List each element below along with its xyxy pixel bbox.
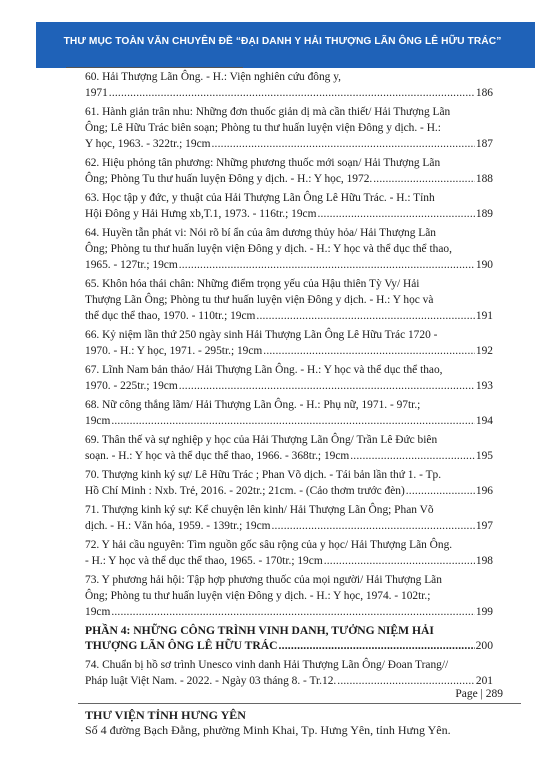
toc-list <box>85 69 493 692</box>
entry-text: Hội Đông y Hải Hưng xb,T.1, 1973. - 116tr.; 19cm <box>85 208 317 220</box>
toc-entry <box>85 276 493 324</box>
entry-last-line <box>85 85 493 101</box>
entry-last-line <box>85 171 493 187</box>
dot-leader <box>109 85 475 101</box>
entry-last-line <box>85 604 493 620</box>
entry-text: Ông; Phòng tu thư huấn luyện viện Đông y dịch. - H.: Y học và thể dục thể thao, <box>85 243 452 255</box>
entry-text: Thượng Lãn Ông; Phòng tu thư huấn luyện viện Đông y dịch. - H.: Y học và <box>85 294 434 306</box>
entry-text: 61. Hành giản trân nhu: Những đơn thuốc giản dị mà cần thiết/ Hải Thượng Lãn <box>85 106 451 118</box>
entry-text: 62. Hiệu phỏng tân phương: Những phương thuốc mới soạn/ Hải Thượng Lãn <box>85 157 441 169</box>
entry-page-number: 195 <box>475 450 493 462</box>
toc-entry <box>85 225 493 273</box>
toc-entry <box>85 155 493 187</box>
entry-text: 71. Thượng kinh ký sự: Kể chuyện lên kinh/ Hải Thượng Lãn Ông; Phan Võ <box>85 504 434 516</box>
entry-text: 1970. - 225tr.; 19cm <box>85 380 178 392</box>
entry-text: - H.: Y học và thể dục thể thao, 1965. - 170tr.; 19cm <box>85 555 323 567</box>
dot-leader <box>256 308 475 324</box>
entry-text: 63. Học tập y đức, y thuật của Hải Thượng Lãn Ông Lê Hữu Trác. - H.: Tỉnh <box>85 192 435 204</box>
section-heading <box>85 623 493 653</box>
entry-text: 65. Khôn hóa thái chân: Những điểm trọng yếu của Hậu thiên Tỳ Vy/ Hải <box>85 278 420 290</box>
entry-text: Ông; Lê Hữu Trác biên soạn; Phòng tu thư huấn luyện viện Đông y dịch. - H.: <box>85 122 441 134</box>
entry-last-line <box>85 257 493 273</box>
entry-text: 72. Y hải cầu nguyên: Tìm nguồn gốc sâu rộng của y học/ Hải Thượng Lãn Ông. <box>85 539 453 551</box>
entry-text: Pháp luật Việt Nam. - 2022. - Ngày 03 tháng 8. - Tr.12. <box>85 675 337 687</box>
entry-last-line <box>85 553 493 569</box>
entry-page-number: 193 <box>475 380 493 392</box>
entry-page-number: 197 <box>475 520 493 532</box>
entry-last-line <box>85 638 493 653</box>
entry-page-number: 196 <box>475 485 493 497</box>
entry-page-number: 192 <box>475 345 493 357</box>
entry-text: 1965. - 127tr.; 19cm <box>85 259 178 271</box>
header-banner <box>36 22 535 68</box>
entry-last-line <box>85 673 493 689</box>
library-name: THƯ VIỆN TỈNH HƯNG YÊN <box>85 708 246 722</box>
header-divider <box>66 67 243 68</box>
toc-entry <box>85 327 493 359</box>
entry-last-line <box>85 343 493 359</box>
toc-entry <box>85 362 493 394</box>
dot-leader <box>350 448 475 464</box>
entry-page-number: 194 <box>475 415 493 427</box>
toc-entry <box>85 502 493 534</box>
toc-entry <box>85 572 493 620</box>
entry-text: 67. Lĩnh Nam bản thảo/ Hải Thượng Lãn Ông. - H.: Y học và thể dục thể thao, <box>85 364 443 376</box>
entry-text: 69. Thân thế và sự nghiệp y học của Hải Thượng Lãn Ông/ Trần Lê Đức biên <box>85 434 438 446</box>
entry-text: 1970. - H.: Y học, 1971. - 295tr.; 19cm <box>85 345 263 357</box>
entry-text: 68. Nữ công thắng lãm/ Hải Thượng Lãn Ông. - H.: Phụ nữ, 1971. - 97tr.; <box>85 399 421 411</box>
entry-text: 66. Kỷ niệm lần thứ 250 ngày sinh Hải Thượng Lãn Ông Lê Hữu Trác 1720 - <box>85 329 438 341</box>
dot-leader <box>272 518 475 534</box>
dot-leader <box>111 413 475 429</box>
library-address: Số 4 đường Bạch Đằng, phường Minh Khai, Tp. Hưng Yên, tỉnh Hưng Yên. <box>85 723 451 737</box>
entry-last-line <box>85 413 493 429</box>
dot-leader <box>279 638 475 653</box>
entry-text: 1971 <box>85 87 108 99</box>
dot-leader <box>337 673 475 689</box>
entry-page-number: 198 <box>475 555 493 567</box>
toc-entry <box>85 190 493 222</box>
entry-text: 19cm <box>85 415 111 427</box>
toc-entry <box>85 432 493 464</box>
entry-text: dịch. - H.: Văn hóa, 1959. - 139tr.; 19cm <box>85 520 271 532</box>
entry-page-number: 201 <box>475 675 493 687</box>
entry-text: 74. Chuẩn bị hồ sơ trình Unesco vinh danh Hải Thượng Lãn Ông/ Đoan Trang// <box>85 659 449 671</box>
toc-entry <box>85 397 493 429</box>
entry-page-number: 189 <box>475 208 493 220</box>
entry-text: PHẦN 4: NHỮNG CÔNG TRÌNH VINH DANH, TƯỞNG NIỆM HẢI <box>85 624 434 637</box>
entry-page-number: 200 <box>475 639 493 652</box>
entry-page-number: 199 <box>475 606 493 618</box>
entry-last-line <box>85 206 493 222</box>
page-number: Page | 289 <box>455 688 503 700</box>
dot-leader <box>111 604 475 620</box>
header-title: THƯ MỤC TOÀN VĂN CHUYÊN ĐỀ “ĐẠI DANH Y HẢI THƯỢNG LÃN ÔNG LÊ HỮU TRÁC” <box>63 36 502 47</box>
dot-leader <box>324 553 475 569</box>
dot-leader <box>373 171 475 187</box>
entry-text: 60. Hải Thượng Lãn Ông. - H.: Viện nghiên cứu đông y, <box>85 71 342 83</box>
toc-entry <box>85 104 493 152</box>
entry-text: Ông; Phòng tu thư huấn luyện viện Đông y dịch. - H.: Y học, 1974. - 102tr.; <box>85 590 431 602</box>
entry-page-number: 188 <box>475 173 493 185</box>
entry-last-line <box>85 448 493 464</box>
dot-leader <box>179 378 475 394</box>
dot-leader <box>317 206 474 222</box>
entry-text: soạn. - H.: Y học và thể dục thể thao, 1966. - 368tr.; 19cm <box>85 450 350 462</box>
entry-text: thể dục thể thao, 1970. - 110tr.; 19cm <box>85 310 256 322</box>
dot-leader <box>406 483 475 499</box>
entry-text: Ông; Phòng Tu thư huấn luyện Đông y dịch. - H.: Y học, 1972. <box>85 173 373 185</box>
entry-text: 19cm <box>85 606 111 618</box>
dot-leader <box>179 257 475 273</box>
entry-last-line <box>85 518 493 534</box>
entry-last-line <box>85 308 493 324</box>
dot-leader <box>212 136 475 152</box>
entry-page-number: 186 <box>475 87 493 99</box>
entry-last-line <box>85 378 493 394</box>
entry-page-number: 190 <box>475 259 493 271</box>
toc-entry <box>85 537 493 569</box>
entry-text: THƯỢNG LÃN ÔNG LÊ HỮU TRÁC <box>85 639 278 652</box>
entry-text: Hồ Chí Minh : Nxb. Trẻ, 2016. - 202tr.; 21cm. - (Cảo thơm trước đèn) <box>85 485 405 497</box>
entry-text: 64. Huyền tẫn phát vi: Nói rõ bí ẩn của âm dương thủy hỏa/ Hải Thượng Lãn <box>85 227 436 239</box>
entry-text: 70. Thượng kinh ký sự/ Lê Hữu Trác ; Phan Võ dịch. - Tái bản lần thứ 1. - Tp. <box>85 469 442 481</box>
entry-page-number: 191 <box>475 310 493 322</box>
toc-entry <box>85 69 493 101</box>
entry-last-line <box>85 483 493 499</box>
entry-page-number: 187 <box>475 138 493 150</box>
toc-entry <box>85 467 493 499</box>
entry-last-line <box>85 136 493 152</box>
toc-entry <box>85 657 493 689</box>
footer-divider <box>78 703 521 704</box>
entry-text: Y học, 1963. - 322tr.; 19cm <box>85 138 211 150</box>
entry-text: 73. Y phương hải hội: Tập hợp phương thuốc của mọi người/ Hải Thượng Lãn <box>85 574 442 586</box>
dot-leader <box>263 343 475 359</box>
